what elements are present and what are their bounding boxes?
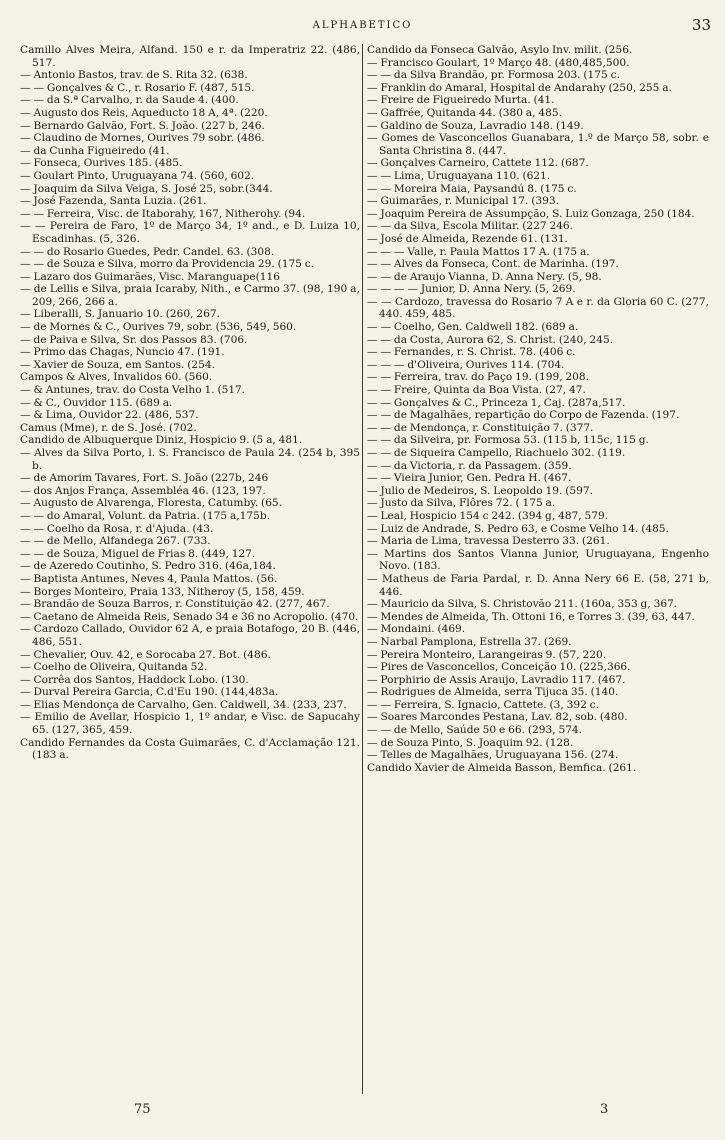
directory-entry: — — da Silveira, pr. Formosa 53. (115 b, 115c, 115 g. [367,434,649,447]
directory-entry: — — de Siqueira Campello, Riachuelo 302. (119. [367,447,626,459]
directory-entry: — Mendes de Almeida, Th. Ottoni 16, e Torres 3. (39, 63, 447. [367,610,695,623]
directory-entry: — & Antunes, trav. do Costa Velho 1. (517. [20,384,246,397]
directory-entry: — Matheus de Faria Pardal, r. D. Anna Nery 66 E. (58, 271 b, 446. [367,572,709,598]
directory-entry: — Joaquim da Silva Veiga, S. José 25, sobr.(344. [20,182,273,195]
directory-entry: Candido da Fonseca Galvão, Asylo Inv. milit. (256. [367,44,633,56]
directory-entry: — — Coelho, Gen. Caldwell 182. (689 a. [367,321,579,334]
directory-entry: — — Freire, Quinta da Boa Vista. (27, 47. [367,384,586,397]
directory-entry: — & C., Ouvidor 115. (689 a. [20,396,173,409]
directory-entry: — — de Souza e Silva, morro da Providencia 29. (175 c. [20,258,315,271]
directory-entry: — — Coelho da Rosa, r. d'Ajuda. (43. [20,522,214,535]
directory-entry: — Freire de Figueiredo Murta. (41. [367,94,555,107]
directory-entry: Candido de Albuquerque Diniz, Hospicio 9. (5 a, 481. [20,434,303,447]
directory-entry: — Leal, Hospicio 154 c 242. (394 g, 487, 579. [367,509,609,522]
directory-entry: — da Cunha Figueiredo (41. [20,144,170,157]
directory-entry: — — Gonçalves & C., r. Rosario F. (487, 515. [20,81,255,94]
directory-entry: — de Lellis e Silva, praia Icaraby, Nith., e Carmo 37. (98, 190 a, 209, 266, 266 a. [20,283,360,308]
directory-entry: — — do Rosario Guedes, Pedr. Candel. 63. (308. [20,245,275,258]
page-header [0,14,725,36]
directory-entry: — Coelho de Oliveira, Quitanda 52. [20,661,208,674]
directory-entry: — Claudino de Mornes, Ourives 79 sobr. (486. [20,132,265,145]
left-column [20,44,360,1094]
directory-entry: — — Gonçalves & C., Princeza 1, Caj. (287a,517. [367,396,626,409]
directory-entry: — — de Mendonça, r. Constituição 7. (377. [367,421,594,434]
directory-entry: — Caetano de Almeida Reis, Senado 34 e 36 no Acropolio. (470. [20,610,359,623]
directory-entry: — — de Mello, Saúde 50 e 66. (293, 574. [367,724,583,737]
directory-entry: Camillo Alves Meira, Alfand. 150 e r. da Imperatriz 22. (486, 517. [20,44,360,69]
directory-entry: — Luiz de Andrade, S. Pedro 63, e Cosme Velho 14. (485. [367,522,669,535]
directory-entry: — Mondaini. (469. [367,623,466,636]
directory-entry: — Francisco Goulart, 1º Março 48. (480,485,500. [367,56,630,69]
directory-entry: — Soares Marcondes Pestana, Lav. 82, sob. (480. [367,711,628,724]
directory-entry: — — do Amaral, Volunt. da Patria. (175 a,175b. [20,509,271,522]
directory-entry: — Borges Monteiro, Praia 133, Nitheroy (5, 158, 459. [20,585,305,598]
directory-entry: — Martins dos Santos Vianna Junior, Uruguayana, Engenho Novo. (183. [367,547,709,573]
column-divider [362,44,363,1094]
directory-entry: — Primo das Chagas, Nuncio 47. (191. [20,346,225,359]
directory-entry: — Xavier de Souza, em Santos. (254. [20,358,216,371]
directory-entry: — Baptista Antunes, Neves 4, Paula Mattos. (56. [20,572,278,585]
directory-entry: Campos & Alves, Invalidos 60. (560. [20,371,213,384]
directory-entry: — — Ferreira, S. Ignacio, Cattete. (3, 392 c. [367,698,599,711]
directory-entry: — de Mornes & C., Ourives 79, sobr. (536, 549, 560. [20,321,297,334]
directory-entry: — Franklin do Amaral, Hospital de Andarahy (250, 255 a. [367,81,672,94]
directory-entry: — — Moreira Maia, Paysandú 8. (175 c. [367,182,577,195]
directory-entry: — Mauricio da Silva, S. Christovão 211. (160a, 353 g, 367. [367,598,678,611]
directory-entry: — Emilio de Avellar, Hospicio 1, 1º andar, e Visc. de Sapucahy 65. (127, 365, 459. [20,711,360,737]
directory-entry: — — da Silva, Escola Militar. (227 246. [367,220,574,233]
page-number: 33 [691,16,711,34]
directory-entry: — — da Silva Brandão, pr. Formosa 203. (175 c. [367,69,620,82]
directory-entry: — — Cardozo, travessa do Rosario 7 A e r. da Gloria 60 C. (277, 440. 459, 485. [367,295,709,321]
directory-entry: — — — d'Oliveira, Ourives 114. (704. [367,358,565,371]
directory-entry: — Justo da Silva, Flôres 72. ( 175 a. [367,497,556,510]
directory-entry: — — Ferreira, trav. do Paço 19. (199, 208. [367,371,590,384]
directory-entry: — Lazaro dos Guimarães, Visc. Maranguape(116 [20,270,280,283]
directory-entry: — — Lima, Uruguayana 110. (621. [367,169,551,182]
directory-entry: — — de Magalhães, repartição do Corpo de Fazenda. (197. [367,409,680,422]
directory-entry: — Liberalli, S. Januario 10. (260, 267. [20,308,220,321]
directory-entry: — José Fazenda, Santa Luzia. (261. [20,195,207,208]
directory-entry: — — Pereira de Faro, 1º de Março 34, 1º and., e D. Luiza 10, Escadinhas. (5, 326. [20,220,360,245]
directory-entry: — Joaquim Pereira de Assumpção, S. Luiz Gonzaga, 250 (184. [367,207,695,220]
page-footer [0,1102,725,1126]
directory-entry: — — de Souza, Miguel de Frias 8. (449, 127. [20,547,256,560]
directory-entry: — Rodrigues de Almeida, serra Tijuca 35. (140. [367,686,619,699]
directory-entry: — Gomes de Vasconcellos Guanabara, 1.º de Março 58, sobr. e Santa Christina 8. (447. [367,132,709,157]
directory-entry: Candido Xavier de Almeida Basson, Bemfica. (261. [367,761,637,774]
directory-entry: — — de Mello, Alfandega 267. (733. [20,535,211,548]
directory-entry: — — — Valle, r. Paula Mattos 17 A. (175 a. [367,245,590,258]
directory-entry: — Antonio Bastos, trav. de S. Rita 32. (638. [20,69,248,82]
directory-entry: — de Azeredo Coutinho, S. Pedro 316. (46a,184. [20,560,276,573]
directory-entry: — Guimarães, r. Municipal 17. (393. [367,195,559,208]
directory-entry: — Narbal Pamplona, Estrella 37. (269. [367,635,572,648]
directory-entry: — Alves da Silva Porto, l. S. Francisco de Paula 24. (254 b, 395 b. [20,447,360,472]
directory-entry: — — da Costa, Aurora 62, S. Christ. (240, 245. [367,333,614,346]
sheet-number: 3 [600,1102,609,1117]
directory-entry: — Julio de Medeiros, S. Leopoldo 19. (597. [367,484,593,497]
directory-entry: — Pires de Vasconcellos, Conceição 10. (225,366. [367,661,631,674]
directory-entry: — Chevalier, Ouv. 42, e Sorocaba 27. Bot. (486. [20,648,271,661]
directory-entry: — Cardozo Callado, Ouvidor 62 A, e praia Botafogo, 20 B. (446, 486, 551. [20,623,360,648]
directory-entry: — Pereira Monteiro, Larangeiras 9. (57, 220. [367,648,607,661]
directory-entry: — — Alves da Fonseca, Cont. de Marinha. (197. [367,258,619,271]
directory-entry: — Maria de Lima, travessa Desterro 33. (261. [367,535,610,548]
directory-entry: — — de Araujo Vianna, D. Anna Nery. (5, 98. [367,270,602,283]
directory-entry: — dos Anjos França, Assembléa 46. (123, 197. [20,484,266,497]
directory-entry: — — Fernandes, r. S. Christ. 78. (406 c. [367,346,576,359]
directory-entry: — Galdino de Souza, Lavradio 148. (149. [367,119,584,132]
directory-entry: — José de Almeida, Rezende 61. (131. [367,232,568,245]
directory-entry: — Goulart Pinto, Uruguayana 74. (560, 602. [20,169,255,182]
directory-entry: Camus (Mme), r. de S. José. (702. [20,421,197,434]
directory-entry: — Augusto dos Reis, Aqueducto 18 A, 4ª. (220. [20,106,268,119]
directory-entry: — Corrêa dos Santos, Haddock Lobo. (130. [20,673,249,686]
directory-entry: — de Souza Pinto, S. Joaquim 92. (128. [367,736,574,749]
directory-entry: — Fonseca, Ourives 185. (485. [20,157,183,170]
directory-entry: — Porphirio de Assis Araujo, Lavradio 117. (467. [367,673,626,686]
signature-mark: 75 [134,1102,151,1117]
directory-entry: — & Lima, Ouvidor 22. (486, 537. [20,409,199,422]
directory-entry: — — da Victoria, r. da Passagem. (359. [367,459,572,472]
directory-entry: — — Ferreira, Visc. de Itaborahy, 167, Nitherohy. (94. [20,207,306,220]
directory-entry: — Brandão de Souza Barros, r. Constituição 42. (277, 467. [20,598,330,611]
right-column [367,44,709,1094]
directory-entry: — de Amorim Tavares, Fort. S. João (227b, 246 [20,472,269,485]
directory-entry: — Augusto de Alvarenga, Floresta, Catumby. (65. [20,497,283,510]
directory-entry: — Elias Mendonça de Carvalho, Gen. Caldwell, 34. (233, 237. [20,698,347,711]
directory-entry: — Durval Pereira Garcia, C.d'Eu 190. (144,483a. [20,686,279,699]
directory-entry: — Bernardo Galvão, Fort. S. João. (227 b, 246. [20,119,265,132]
directory-entry: Candido Fernandes da Costa Guimarães, C. d'Acclamação 121. (183 a. [20,736,360,762]
directory-entry: — Gonçalves Carneiro, Cattete 112. (687. [367,157,589,170]
directory-entry: — de Paiva e Silva, Sr. dos Passos 83. (706. [20,333,248,346]
directory-entry: — Gaffrée, Quitanda 44. (380 a, 485. [367,106,562,119]
directory-entry: — — da S.ª Carvalho, r. da Saude 4. (400. [20,94,239,107]
directory-entry: — Telles de Magalhães, Uruguayana 156. (274. [367,749,619,762]
directory-entry: — — — — Junior, D. Anna Nery. (5, 269. [367,283,576,296]
directory-entry: — — Vieira Junior, Gen. Pedra H. (467. [367,472,572,485]
page-title: ALPHABETICO [312,20,413,31]
